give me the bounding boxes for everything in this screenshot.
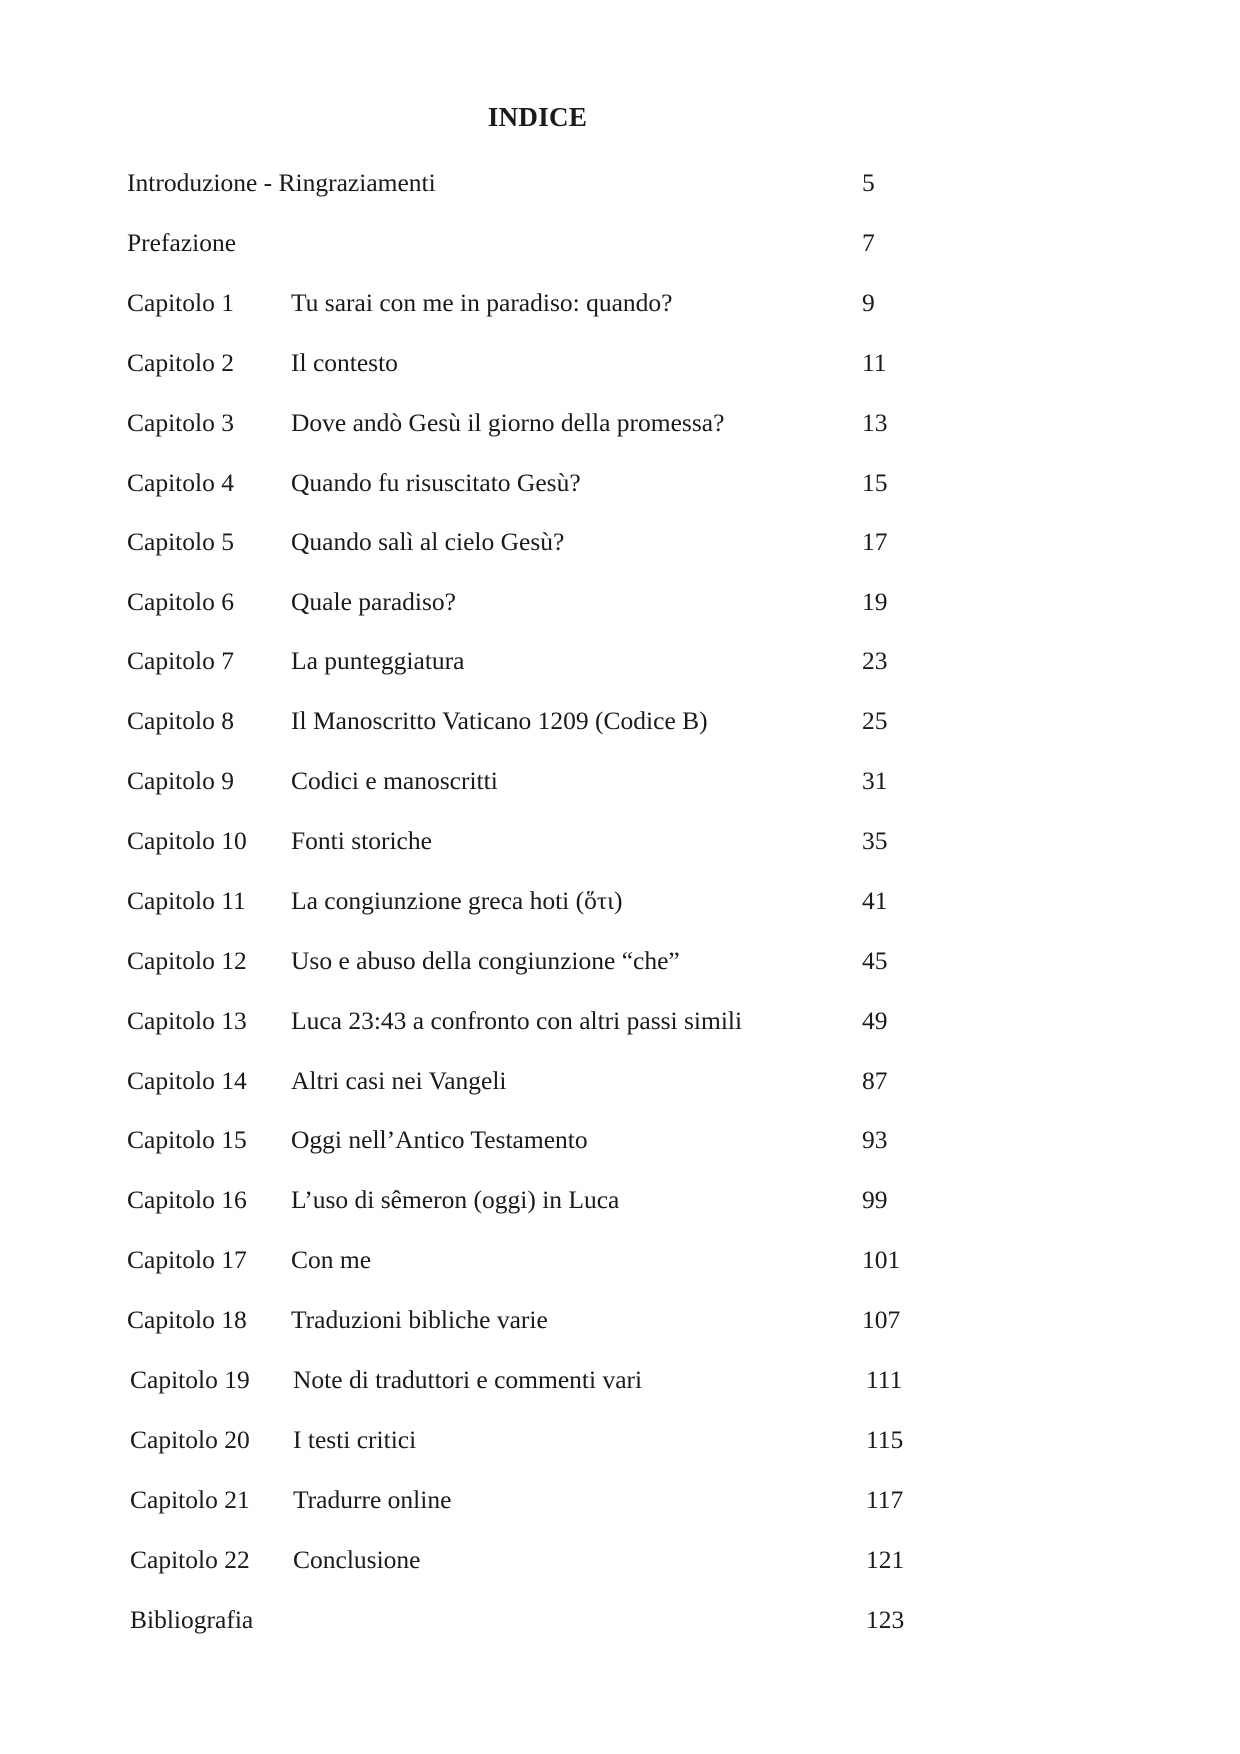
toc-entry xyxy=(0,522,1240,562)
toc-entry-page: 35 xyxy=(862,826,888,855)
toc-entry xyxy=(0,463,1240,503)
toc-entry-label: Capitolo 22 xyxy=(130,1545,250,1574)
toc-entry-page: 45 xyxy=(862,946,888,975)
toc-entry-page: 5 xyxy=(862,168,875,197)
toc-entry xyxy=(0,641,1240,681)
toc-entry xyxy=(0,163,1240,203)
toc-entry-page: 7 xyxy=(862,228,875,257)
toc-entry-page: 107 xyxy=(862,1305,901,1334)
toc-entry-page: 123 xyxy=(866,1605,905,1634)
toc-entry xyxy=(0,1480,1240,1520)
toc-entry-page: 115 xyxy=(866,1425,904,1454)
toc-entry-title: Dove andò Gesù il giorno della promessa? xyxy=(291,408,725,437)
toc-entry-label: Capitolo 5 xyxy=(127,527,234,556)
toc-entry-page: 41 xyxy=(862,886,888,915)
toc-entry-page: 25 xyxy=(862,706,888,735)
toc-entry-page: 31 xyxy=(862,766,888,795)
toc-entry-label: Capitolo 14 xyxy=(127,1066,247,1095)
toc-entry-title: Note di traduttori e commenti vari xyxy=(293,1365,643,1394)
toc-entry xyxy=(0,283,1240,323)
toc-entry-page: 23 xyxy=(862,646,888,675)
toc-entry-page: 93 xyxy=(862,1125,888,1154)
toc-entry-page: 19 xyxy=(862,587,888,616)
toc-entry-label: Capitolo 2 xyxy=(127,348,234,377)
toc-entry xyxy=(0,701,1240,741)
toc-entry-page: 101 xyxy=(862,1245,901,1274)
page-title: INDICE xyxy=(487,102,588,132)
toc-entry xyxy=(0,761,1240,801)
toc-entry xyxy=(0,941,1240,981)
toc-entry-title: Tu sarai con me in paradiso: quando? xyxy=(291,288,673,317)
toc-entry-label: Capitolo 13 xyxy=(127,1006,247,1035)
toc-entry-label: Capitolo 17 xyxy=(127,1245,247,1274)
toc-entry-page: 11 xyxy=(862,348,887,377)
toc-entry-page: 121 xyxy=(866,1545,905,1574)
toc-entry-title: Con me xyxy=(291,1245,372,1274)
toc-entry-page: 13 xyxy=(862,408,888,437)
toc-entry-page: 87 xyxy=(862,1066,888,1095)
toc-entry-label: Capitolo 3 xyxy=(127,408,234,437)
toc-entry-label: Introduzione - Ringraziamenti xyxy=(127,168,436,197)
toc-entry-label: Capitolo 10 xyxy=(127,826,247,855)
toc-entry-label: Prefazione xyxy=(127,228,237,257)
toc-entry-title: Codici e manoscritti xyxy=(291,766,498,795)
toc-entry-label: Capitolo 16 xyxy=(127,1185,247,1214)
toc-entry-label: Capitolo 4 xyxy=(127,468,234,497)
toc-entry xyxy=(0,1420,1240,1460)
toc-entry-label: Capitolo 6 xyxy=(127,587,234,616)
toc-entry-label: Capitolo 1 xyxy=(127,288,234,317)
toc-entry-label: Capitolo 12 xyxy=(127,946,247,975)
toc-entry-page: 111 xyxy=(866,1365,903,1394)
toc-entry-title: Quando salì al cielo Gesù? xyxy=(291,527,565,556)
toc-entry-label: Capitolo 9 xyxy=(127,766,234,795)
toc-entry xyxy=(0,1600,1240,1640)
toc-entry-title: Fonti storiche xyxy=(291,826,432,855)
toc-entry-title: Il contesto xyxy=(291,348,398,377)
toc-entry-page: 15 xyxy=(862,468,888,497)
toc-entry xyxy=(0,881,1240,921)
toc-entry-page: 9 xyxy=(862,288,875,317)
toc-entry xyxy=(0,1360,1240,1400)
toc-entry-title: Oggi nell’Antico Testamento xyxy=(291,1125,588,1154)
toc-entry-label: Bibliografia xyxy=(130,1605,254,1634)
toc-entry-label: Capitolo 11 xyxy=(127,886,246,915)
toc-entry xyxy=(0,1001,1240,1041)
toc-entry-page: 49 xyxy=(862,1006,888,1035)
toc-entry-label: Capitolo 20 xyxy=(130,1425,250,1454)
toc-entry xyxy=(0,1180,1240,1220)
toc-entry xyxy=(0,223,1240,263)
toc-entry-title: Quale paradiso? xyxy=(291,587,456,616)
toc-entry xyxy=(0,1240,1240,1280)
toc-entry-label: Capitolo 18 xyxy=(127,1305,247,1334)
toc-entry-title: Altri casi nei Vangeli xyxy=(291,1066,507,1095)
toc-entry xyxy=(0,821,1240,861)
toc-entry-title: La congiunzione greca hoti (ὅτι) xyxy=(291,886,623,915)
toc-entry-title: Tradurre online xyxy=(293,1485,452,1514)
toc-entry-title: Il Manoscritto Vaticano 1209 (Codice B) xyxy=(291,706,708,735)
toc-entry-title: Traduzioni bibliche varie xyxy=(291,1305,548,1334)
toc-entry xyxy=(0,1061,1240,1101)
toc-entry xyxy=(0,582,1240,622)
toc-entry xyxy=(0,1540,1240,1580)
toc-entry-label: Capitolo 8 xyxy=(127,706,234,735)
toc-entry xyxy=(0,403,1240,443)
toc-entry xyxy=(0,343,1240,383)
toc-entry-title: L’uso di sêmeron (oggi) in Luca xyxy=(291,1185,620,1214)
toc-entry-page: 99 xyxy=(862,1185,888,1214)
toc-entry-label: Capitolo 21 xyxy=(130,1485,250,1514)
toc-entry-label: Capitolo 7 xyxy=(127,646,234,675)
toc-entry xyxy=(0,1120,1240,1160)
toc-entry-page: 117 xyxy=(866,1485,904,1514)
toc-entry-title: I testi critici xyxy=(293,1425,417,1454)
toc-entry-title: La punteggiatura xyxy=(291,646,465,675)
toc-entry-label: Capitolo 19 xyxy=(130,1365,250,1394)
toc-entry-label: Capitolo 15 xyxy=(127,1125,247,1154)
toc-entry-title: Luca 23:43 a confronto con altri passi simili xyxy=(291,1006,743,1035)
toc-entry-title: Uso e abuso della congiunzione “che” xyxy=(291,946,680,975)
toc-entry xyxy=(0,1300,1240,1340)
toc-entry-page: 17 xyxy=(862,527,888,556)
toc-entry-title: Conclusione xyxy=(293,1545,421,1574)
toc-entry-title: Quando fu risuscitato Gesù? xyxy=(291,468,581,497)
